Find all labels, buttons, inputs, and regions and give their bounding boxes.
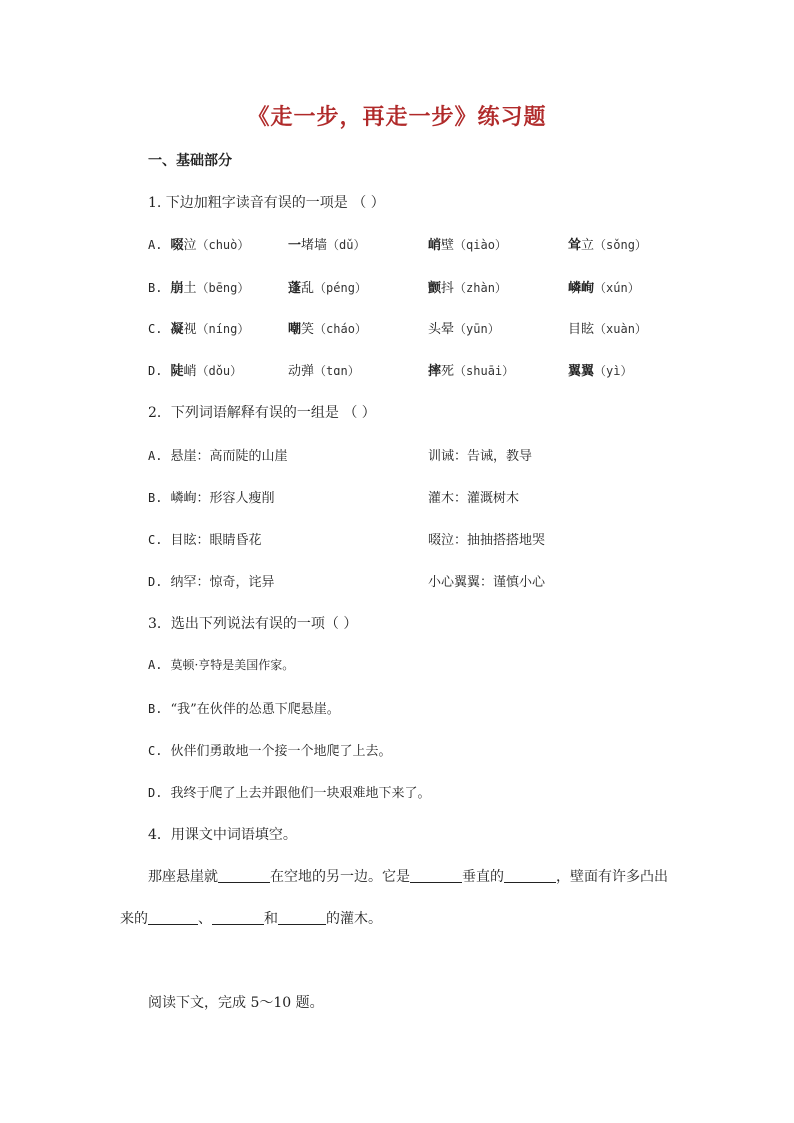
fill-in-paragraph-line-1: 那座悬崖就 在空地的另一边。它是 垂直的 ，壁面有许多凸出 bbox=[148, 869, 668, 885]
q2-option-c: C. 目眩：眼睛昏花 啜泣：抽抽搭搭地哭 bbox=[148, 533, 546, 548]
question-4-stem: 4．用课文中词语填空。 bbox=[148, 827, 297, 843]
question-3-stem: 3．选出下列说法有误的一项（ ） bbox=[148, 616, 358, 632]
q2-option-d: D. 纳罕：惊奇，诧异 小心翼翼：谨慎小心 bbox=[148, 575, 546, 590]
option-label: D. bbox=[148, 364, 163, 378]
q1-option-b: B. 崩土（bēng） 蓬乱（péng） 颤抖（zhàn） 嶙峋（xún） bbox=[148, 281, 640, 296]
q2-option-a: A. 悬崖：高而陡的山崖 训诫：告诫，教导 bbox=[148, 449, 533, 464]
option-label: A. bbox=[148, 238, 163, 252]
q3-option-a: A. 莫顿·亨特是美国作家。 bbox=[148, 658, 295, 672]
q3-option-d: D. 我终于爬了上去并跟他们一块艰难地下来了。 bbox=[148, 786, 431, 801]
option-label: C. bbox=[148, 533, 163, 547]
q3-option-b: B. “我”在伙伴的怂恿下爬悬崖。 bbox=[148, 702, 340, 717]
blank-2[interactable] bbox=[410, 868, 462, 883]
q1-option-d: D. 陡峭（dǒu） 动弹（tɑn） 摔死（shuāi） 翼翼（yì） bbox=[148, 364, 633, 379]
option-label: B. bbox=[148, 281, 163, 295]
q1-option-c: C. 凝视（níng） 嘲笑（cháo） 头晕（yūn） 目眩（xuàn） bbox=[148, 322, 647, 337]
question-2-stem: 2．下列词语解释有误的一组是 （ ） bbox=[148, 405, 376, 421]
option-label: A. bbox=[148, 449, 163, 463]
blank-4[interactable] bbox=[148, 910, 198, 925]
section-heading: 一、基础部分 bbox=[148, 153, 232, 169]
q3-option-c: C. 伙伴们勇敢地一个接一个地爬了上去。 bbox=[148, 744, 392, 759]
option-label: B. bbox=[148, 491, 163, 505]
q2-option-b: B. 嶙峋：形容人瘦削 灌木：灌溉树木 bbox=[148, 491, 520, 506]
blank-6[interactable] bbox=[278, 910, 326, 925]
reading-instruction: 阅读下文，完成 5～10 题。 bbox=[148, 995, 324, 1011]
question-1-stem: 1. 下边加粗字读音有误的一项是 （ ） bbox=[148, 195, 385, 211]
blank-3[interactable] bbox=[504, 868, 556, 883]
fill-in-paragraph-line-2: 来的 、 和 的灌木。 bbox=[120, 911, 382, 927]
blank-1[interactable] bbox=[218, 868, 270, 883]
blank-5[interactable] bbox=[212, 910, 264, 925]
q1-option-a: A. 啜泣（chuò） 一堵墙（dǔ） 峭壁（qiào） 耸立（sǒng） bbox=[148, 238, 647, 253]
page-title: 《走一步，再走一步》练习题 bbox=[247, 104, 547, 130]
option-label: D. bbox=[148, 575, 163, 589]
option-label: C. bbox=[148, 322, 163, 336]
